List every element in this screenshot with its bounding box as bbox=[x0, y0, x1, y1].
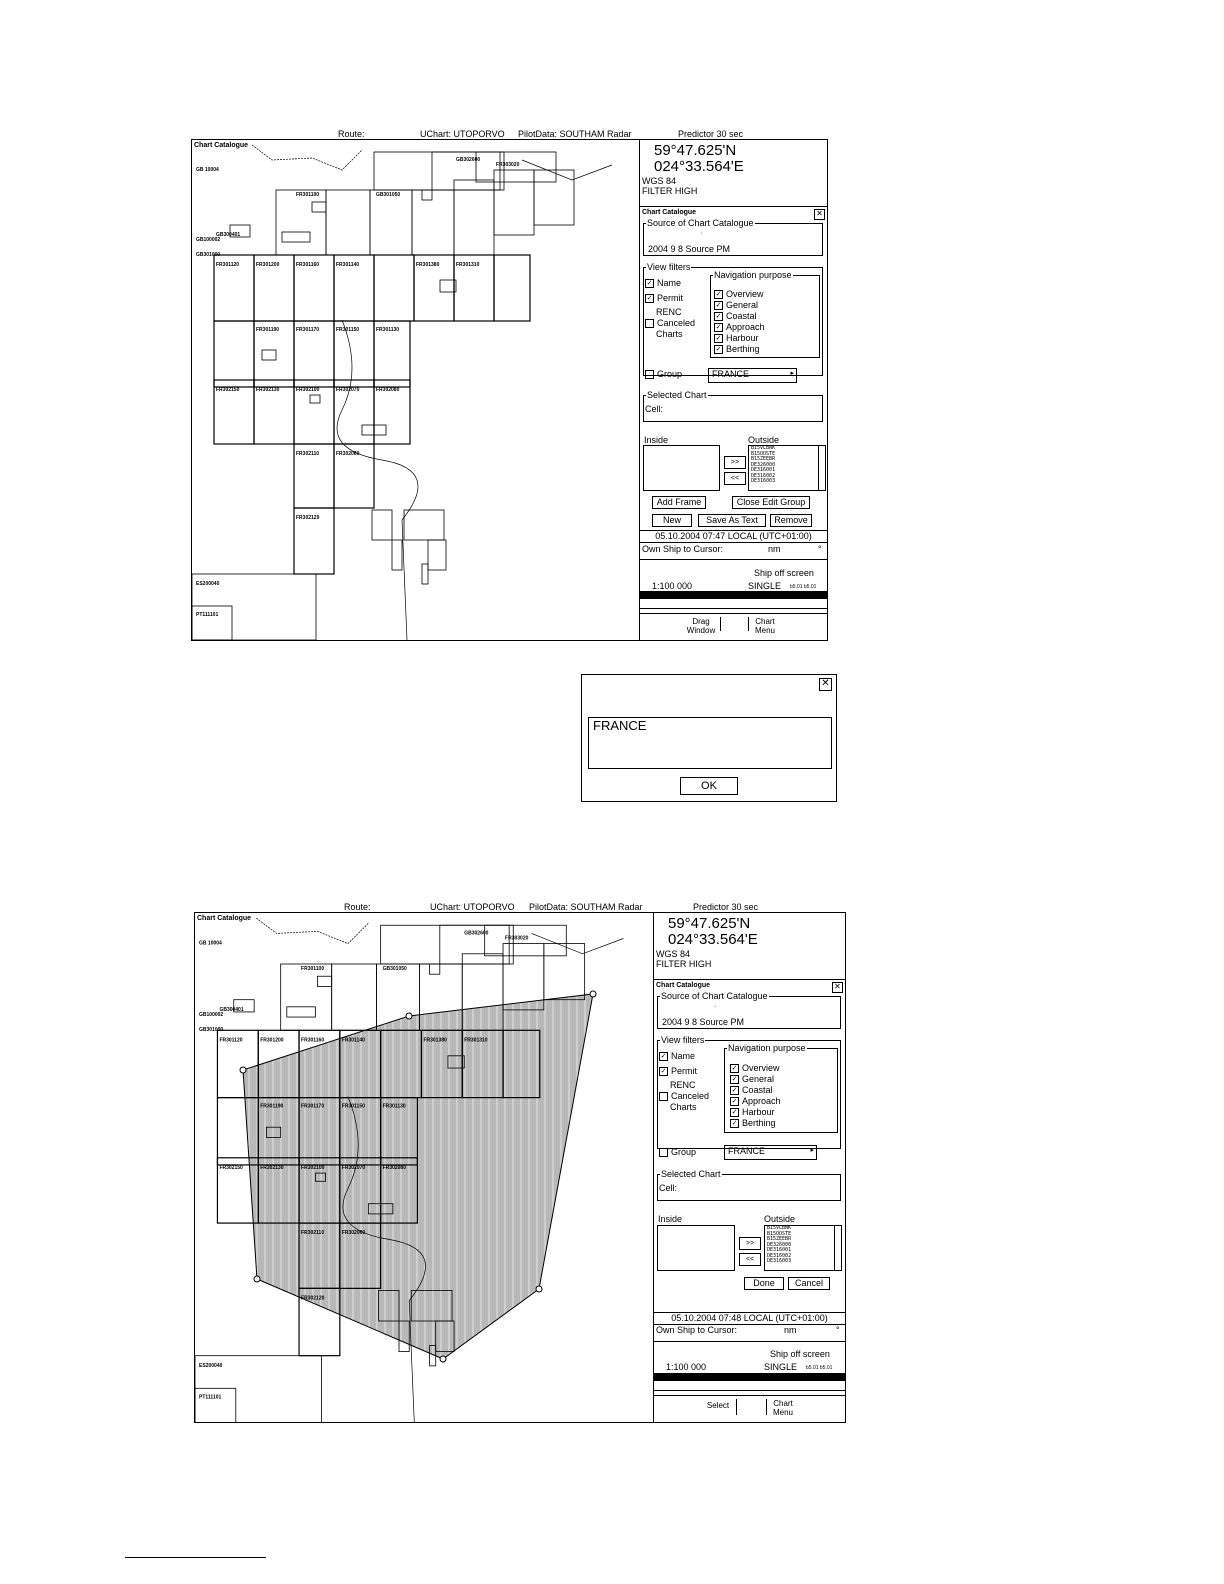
ecdis-screen-top bbox=[191, 139, 828, 641]
predictor-label: Predictor 30 sec bbox=[693, 902, 759, 912]
checkbox-checked-icon: ✓ bbox=[646, 295, 653, 303]
nav-general-checkbox[interactable]: ✓ General bbox=[731, 1074, 775, 1084]
status-bar-black bbox=[654, 1373, 845, 1381]
datetime-readout: 05.10.2004 07:48 LOCAL (UTC+01:00) bbox=[654, 1312, 845, 1325]
checkbox-checked-icon: ✓ bbox=[731, 1120, 738, 1128]
chart-cell-label: GB 10004 bbox=[199, 940, 222, 947]
display-mode: SINGLE bbox=[748, 581, 782, 591]
chart-cell-frame bbox=[195, 1388, 236, 1422]
chart-cell-frame bbox=[214, 321, 254, 387]
chart-cell-label: GB302600 bbox=[456, 157, 481, 163]
route-label: Route: bbox=[344, 902, 371, 912]
close-icon[interactable]: ✕ bbox=[832, 982, 843, 993]
datum-label: WGS 84 bbox=[642, 176, 677, 186]
checkbox-checked-icon: ✓ bbox=[731, 1076, 738, 1084]
dialog-title: Chart Catalogue bbox=[656, 982, 711, 989]
source-value: 2004 9 8 Source PM bbox=[648, 244, 731, 254]
chevron-right-icon: ▸ bbox=[810, 1147, 814, 1154]
source-legend: Source of Chart Catalogue bbox=[661, 991, 768, 1001]
chart-cell-label: FR301310 bbox=[464, 1037, 488, 1044]
chart-cell-label: GB301000 bbox=[196, 252, 221, 258]
chart-cell-label: FR301160 bbox=[301, 1037, 325, 1044]
source-value: 2004 9 8 Source PM bbox=[662, 1017, 745, 1027]
nav-approach-checkbox[interactable]: ✓ Approach bbox=[731, 1096, 781, 1106]
chart-cell-frame bbox=[454, 180, 494, 255]
view-filters-legend: View filters bbox=[661, 1035, 705, 1045]
chart-menu-softkey[interactable]: Chart Menu bbox=[754, 617, 775, 635]
chevron-right-icon: ▸ bbox=[790, 370, 794, 377]
chart-cell-label: FR302080 bbox=[376, 387, 400, 393]
add-frame-button[interactable]: Add Frame bbox=[652, 496, 706, 509]
cancel-button[interactable]: Cancel bbox=[788, 1277, 830, 1290]
divider bbox=[654, 1395, 845, 1396]
filter-permit-checkbox[interactable]: ✓ Permit bbox=[660, 1066, 698, 1076]
own-ship-label: Own Ship to Cursor: bbox=[642, 544, 724, 554]
nav-harbour-checkbox[interactable]: ✓ Harbour bbox=[731, 1107, 775, 1117]
nav-berthing-checkbox[interactable]: ✓ Berthing bbox=[731, 1118, 776, 1128]
group-checkbox[interactable]: Group bbox=[645, 369, 682, 379]
filter-charts-label: Charts bbox=[670, 1102, 697, 1112]
distance-unit: nm bbox=[784, 1325, 797, 1335]
move-left-button[interactable]: << bbox=[739, 1253, 761, 1266]
checkbox-checked-icon: ✓ bbox=[715, 346, 722, 354]
checkbox-checked-icon: ✓ bbox=[715, 313, 722, 321]
chart-map-bottom[interactable] bbox=[195, 913, 654, 1422]
chart-cell-label: FR302100 bbox=[301, 1164, 325, 1171]
done-button[interactable]: Done bbox=[744, 1277, 784, 1290]
group-name-dialog bbox=[581, 674, 837, 802]
position-readout bbox=[654, 913, 845, 980]
chart-cell-label: GB301050 bbox=[382, 966, 407, 972]
filter-canceled-checkbox[interactable]: Canceled bbox=[659, 1091, 709, 1101]
chart-cell-label: FR303020 bbox=[496, 162, 520, 168]
checkbox-checked-icon: ✓ bbox=[731, 1109, 738, 1117]
chart-cell-label: FR301100 bbox=[296, 192, 320, 198]
list-item[interactable]: DE316001 bbox=[767, 1247, 792, 1253]
chart-cell-label: FR301100 bbox=[301, 966, 325, 972]
detail-frame bbox=[312, 202, 326, 212]
chart-cell-label: FR302100 bbox=[296, 387, 320, 393]
dialog-title: Chart Catalogue bbox=[642, 209, 697, 216]
chart-cell-label: GB302600 bbox=[464, 930, 489, 937]
nav-overview-checkbox[interactable]: ✓ Overview bbox=[731, 1063, 780, 1073]
detail-frame bbox=[428, 540, 446, 570]
save-as-text-button[interactable]: Save As Text bbox=[698, 514, 766, 527]
divider bbox=[640, 559, 827, 560]
select-softkey[interactable]: Select bbox=[706, 1401, 730, 1410]
checkbox-checked-icon: ✓ bbox=[715, 291, 722, 299]
chart-cell-label: PT111101 bbox=[196, 612, 219, 618]
chart-cell-label: FR301120 bbox=[216, 262, 240, 268]
chart-cell-label: FR301190 bbox=[256, 327, 280, 333]
pilotdata-label: PilotData: SOUTHAM Radar bbox=[518, 129, 632, 139]
divider bbox=[720, 617, 721, 631]
side-panel-bottom bbox=[653, 913, 845, 1422]
nav-coastal-checkbox[interactable]: ✓ Coastal bbox=[715, 311, 757, 321]
drag-window-softkey[interactable]: Drag Window bbox=[686, 617, 716, 635]
chart-cell-label: FR302150 bbox=[219, 1164, 243, 1171]
chart-cell-label: FR302070 bbox=[336, 387, 360, 393]
group-name-input[interactable]: FRANCE bbox=[588, 717, 832, 769]
divider bbox=[640, 613, 827, 614]
detail-frame bbox=[422, 190, 432, 200]
detail-frame bbox=[310, 395, 320, 403]
list-item[interactable]: B15OOSTE bbox=[767, 1230, 792, 1237]
list-item[interactable]: DE316001 bbox=[751, 467, 776, 473]
chart-cell-label: FR301310 bbox=[456, 262, 480, 268]
ok-button[interactable]: OK bbox=[680, 777, 738, 795]
checkbox-checked-icon: ✓ bbox=[731, 1098, 738, 1106]
chart-cell-label: FR302070 bbox=[341, 1164, 366, 1171]
ship-off-screen-label: Ship off screen bbox=[770, 1349, 830, 1359]
chart-cell-frame bbox=[412, 190, 454, 255]
checkbox-unchecked-icon bbox=[659, 1148, 668, 1157]
polygon-vertex-handle[interactable] bbox=[406, 1013, 412, 1019]
chart-cell-frame bbox=[281, 964, 332, 1030]
checkbox-checked-icon: ✓ bbox=[715, 302, 722, 310]
close-edit-group-button[interactable]: Close Edit Group bbox=[732, 496, 810, 509]
list-item[interactable]: B15VLBNK bbox=[751, 445, 776, 451]
chart-cell-label: FR301170 bbox=[296, 327, 320, 333]
list-item[interactable]: DE316003 bbox=[751, 478, 776, 484]
chart-cell-label: GB 10004 bbox=[196, 167, 219, 173]
detail-frame bbox=[372, 510, 392, 540]
checkbox-unchecked-icon bbox=[645, 319, 654, 328]
divider bbox=[736, 1399, 737, 1415]
chart-menu-softkey[interactable]: Chart Menu bbox=[772, 1399, 793, 1417]
chart-cells-layer bbox=[192, 140, 639, 640]
outside-label: Outside bbox=[748, 435, 780, 445]
chart-cell-label: FR301160 bbox=[296, 262, 320, 268]
move-right-button[interactable]: >> bbox=[739, 1237, 761, 1250]
selected-chart-group bbox=[643, 390, 823, 422]
checkbox-checked-icon: ✓ bbox=[731, 1065, 738, 1073]
chart-cell-label: FR302130 bbox=[260, 1164, 284, 1171]
chart-cell-frame bbox=[381, 925, 514, 964]
chart-cell-label: FR301140 bbox=[341, 1037, 365, 1044]
filter-canceled-checkbox[interactable]: Canceled bbox=[645, 318, 695, 328]
list-item[interactable]: DE316002 bbox=[767, 1252, 792, 1259]
outside-list[interactable] bbox=[764, 1225, 842, 1271]
route-label: Route: bbox=[338, 129, 365, 139]
nav-approach-checkbox[interactable]: ✓ Approach bbox=[715, 322, 765, 332]
source-dot: · bbox=[700, 230, 703, 237]
list-item[interactable]: DE326000 bbox=[767, 1241, 792, 1248]
mini-readout: b5.01 b5.01 bbox=[806, 1365, 833, 1371]
filter-renc-label: RENC bbox=[656, 307, 682, 317]
predictor-label: Predictor 30 sec bbox=[678, 129, 744, 139]
polygon-vertex-handle[interactable] bbox=[254, 1276, 260, 1282]
chart-cell-frame bbox=[276, 190, 326, 255]
inside-label: Inside bbox=[644, 435, 669, 445]
footnote-rule bbox=[125, 1557, 266, 1558]
nav-coastal-checkbox[interactable]: ✓ Coastal bbox=[731, 1085, 773, 1095]
list-item[interactable]: DE316003 bbox=[767, 1258, 792, 1264]
ship-off-screen-label: Ship off screen bbox=[754, 568, 814, 578]
chart-cell-label: ES200040 bbox=[199, 1362, 223, 1369]
nav-berthing-checkbox[interactable]: ✓ Berthing bbox=[715, 344, 760, 354]
detail-frame bbox=[422, 564, 428, 584]
filter-name-checkbox[interactable]: ✓ Name bbox=[660, 1051, 696, 1061]
uchart-label: UChart: UTOPORVO bbox=[420, 129, 505, 139]
outside-label: Outside bbox=[764, 1214, 796, 1224]
divider bbox=[766, 1399, 767, 1415]
map-title: Chart Catalogue bbox=[197, 915, 252, 922]
chart-catalogue-dialog bbox=[654, 981, 845, 1422]
nav-legend: Navigation purpose bbox=[714, 270, 792, 280]
list-item[interactable]: B15OOSTE bbox=[751, 450, 776, 457]
detail-frame bbox=[404, 510, 444, 540]
nav-legend: Navigation purpose bbox=[728, 1043, 806, 1053]
map-title: Chart Catalogue bbox=[194, 142, 249, 149]
view-filters-legend: View filters bbox=[647, 262, 691, 272]
chart-cell-frame bbox=[374, 255, 414, 321]
chart-cell-label: FR302110 bbox=[301, 1230, 325, 1237]
coastline bbox=[252, 145, 362, 170]
chart-cell-label: GB100002 bbox=[199, 1011, 224, 1018]
chart-cell-label: FR301200 bbox=[256, 262, 280, 268]
nav-harbour-checkbox[interactable]: ✓ Harbour bbox=[715, 333, 759, 343]
chart-cell-label: GB300401 bbox=[219, 1006, 244, 1013]
chart-cell-label: FR301150 bbox=[341, 1103, 365, 1110]
inside-list[interactable] bbox=[643, 445, 720, 491]
close-icon[interactable]: ✕ bbox=[819, 678, 832, 691]
pilotdata-label: PilotData: SOUTHAM Radar bbox=[529, 902, 643, 912]
scrollbar[interactable] bbox=[818, 446, 825, 490]
chart-cell-label: FR302060 bbox=[336, 451, 360, 457]
datum-label: WGS 84 bbox=[656, 949, 691, 959]
position-readout bbox=[640, 140, 827, 207]
inside-list[interactable] bbox=[657, 1225, 735, 1271]
detail-frame bbox=[287, 1007, 316, 1017]
filter-charts-label: Charts bbox=[656, 329, 683, 339]
divider bbox=[640, 608, 827, 609]
chart-cell-label: FR302120 bbox=[296, 515, 320, 521]
chart-cell-label: FR301140 bbox=[336, 262, 360, 268]
uchart-label: UChart: UTOPORVO bbox=[430, 902, 515, 912]
latitude: 59°47.625'N bbox=[668, 915, 751, 932]
bearing-unit: ° bbox=[836, 1325, 840, 1335]
chart-catalogue-dialog bbox=[640, 208, 827, 640]
list-item[interactable]: DE316002 bbox=[751, 472, 776, 479]
checkbox-checked-icon: ✓ bbox=[715, 335, 722, 343]
move-right-button[interactable]: >> bbox=[724, 456, 746, 469]
status-bar-black bbox=[640, 591, 827, 599]
detail-frame bbox=[282, 232, 310, 242]
checkbox-checked-icon: ✓ bbox=[646, 280, 653, 288]
checkbox-checked-icon: ✓ bbox=[715, 324, 722, 332]
chart-cell-label: FR302060 bbox=[341, 1230, 366, 1237]
checkbox-checked-icon: ✓ bbox=[660, 1068, 667, 1076]
chart-cell-label: FR303020 bbox=[505, 935, 529, 942]
mini-readout: b5.01 b5.01 bbox=[790, 584, 817, 590]
chart-cell-frame bbox=[494, 255, 530, 321]
chart-cell-label: FR301200 bbox=[260, 1037, 284, 1044]
datetime-readout: 05.10.2004 07:47 LOCAL (UTC+01:00) bbox=[640, 530, 827, 543]
checkbox-unchecked-icon bbox=[645, 370, 654, 379]
chart-cell-label: GB100002 bbox=[196, 237, 221, 243]
selected-legend: Selected Chart bbox=[661, 1169, 721, 1179]
display-mode: SINGLE bbox=[764, 1362, 798, 1372]
chart-cell-label: GB301050 bbox=[376, 192, 401, 198]
chart-cell-label: FR301130 bbox=[376, 327, 400, 333]
chart-cell-label: PT111101 bbox=[199, 1394, 222, 1401]
selection-polygon bbox=[243, 994, 593, 1359]
chart-cell-label: FR301380 bbox=[416, 262, 440, 268]
chart-cell-label: FR301170 bbox=[301, 1103, 325, 1110]
list-item[interactable]: B15ZEEBR bbox=[767, 1236, 792, 1242]
chart-map-top[interactable] bbox=[192, 140, 640, 640]
chart-cell-label: FR302120 bbox=[301, 1295, 325, 1302]
move-left-button[interactable]: << bbox=[724, 472, 746, 485]
divider bbox=[654, 1390, 845, 1391]
chart-cell-label: GB301000 bbox=[199, 1027, 224, 1034]
chart-cell-label: GB300401 bbox=[216, 232, 241, 238]
list-item[interactable]: B15ZEEBR bbox=[751, 456, 776, 462]
chart-cell-frame bbox=[374, 152, 504, 190]
divider bbox=[654, 1341, 845, 1342]
remove-button[interactable]: Remove bbox=[770, 514, 812, 527]
chart-cell-label: FR301190 bbox=[260, 1103, 284, 1110]
filter-permit-checkbox[interactable]: ✓ Permit bbox=[646, 293, 684, 303]
side-panel-top bbox=[639, 140, 827, 640]
detail-frame bbox=[430, 964, 440, 974]
checkbox-checked-icon: ✓ bbox=[731, 1087, 738, 1095]
ecdis-screen-bottom bbox=[194, 912, 846, 1423]
own-ship-label: Own Ship to Cursor: bbox=[656, 1325, 738, 1335]
scrollbar[interactable] bbox=[834, 1226, 841, 1270]
checkbox-checked-icon: ✓ bbox=[660, 1053, 667, 1061]
source-dot: · bbox=[714, 1003, 717, 1010]
selected-chart-group bbox=[657, 1169, 841, 1201]
filter-renc-label: RENC bbox=[670, 1080, 696, 1090]
outside-list[interactable] bbox=[748, 445, 826, 491]
scale-readout[interactable]: 1:100 000 bbox=[652, 581, 693, 591]
filter-label: FILTER HIGH bbox=[642, 186, 698, 196]
bearing-unit: ° bbox=[818, 544, 822, 554]
detail-frame bbox=[262, 350, 276, 360]
checkbox-unchecked-icon bbox=[659, 1092, 668, 1101]
group-checkbox[interactable]: Group bbox=[659, 1147, 696, 1157]
chart-cell-label: FR301130 bbox=[382, 1103, 406, 1110]
coastline bbox=[256, 918, 368, 944]
group-select[interactable]: FRANCE ▸ bbox=[708, 368, 797, 383]
nav-general-checkbox[interactable]: ✓ General bbox=[715, 300, 759, 310]
divider bbox=[748, 617, 749, 631]
chart-cell-label: FR301380 bbox=[423, 1037, 447, 1044]
chart-cell-label: FR301120 bbox=[219, 1037, 243, 1044]
longitude: 024°33.564'E bbox=[668, 931, 758, 948]
longitude: 024°33.564'E bbox=[654, 158, 744, 175]
list-item[interactable]: B15VLBNK bbox=[767, 1225, 792, 1231]
source-legend: Source of Chart Catalogue bbox=[647, 218, 754, 228]
cell-label: Cell: bbox=[659, 1183, 678, 1193]
list-item[interactable]: DE326000 bbox=[751, 461, 776, 468]
nav-overview-checkbox[interactable]: ✓ Overview bbox=[715, 289, 764, 299]
new-button[interactable]: New bbox=[652, 514, 692, 527]
chart-cell-label: ES200040 bbox=[196, 581, 220, 587]
detail-frame bbox=[317, 976, 331, 986]
chart-cell-frame bbox=[370, 190, 412, 255]
group-select[interactable]: FRANCE ▸ bbox=[724, 1145, 817, 1160]
polygon-vertex-handle[interactable] bbox=[240, 1067, 246, 1073]
chart-cell-label: FR302110 bbox=[296, 451, 320, 457]
cell-label: Cell: bbox=[645, 404, 664, 414]
chart-cell-frame bbox=[332, 964, 377, 1030]
chart-cells-layer bbox=[195, 913, 653, 1422]
polygon-vertex-handle[interactable] bbox=[536, 1286, 542, 1292]
filter-name-checkbox[interactable]: ✓ Name bbox=[646, 278, 682, 288]
scale-readout[interactable]: 1:100 000 bbox=[666, 1362, 707, 1372]
chart-cell-label: FR301150 bbox=[336, 327, 360, 333]
polygon-vertex-handle[interactable] bbox=[440, 1356, 446, 1362]
polygon-vertex-handle[interactable] bbox=[590, 991, 596, 997]
detail-frame bbox=[392, 540, 402, 570]
filter-label: FILTER HIGH bbox=[656, 959, 712, 969]
chart-cell-frame bbox=[326, 190, 370, 255]
coastline bbox=[337, 320, 418, 640]
chart-cell-label: FR302130 bbox=[256, 387, 280, 393]
latitude: 59°47.625'N bbox=[654, 142, 737, 159]
distance-unit: nm bbox=[768, 544, 781, 554]
close-icon[interactable]: ✕ bbox=[814, 209, 825, 220]
chart-cell-label: FR302080 bbox=[382, 1164, 406, 1171]
inside-label: Inside bbox=[658, 1214, 683, 1224]
chart-cell-label: FR302150 bbox=[216, 387, 240, 393]
selected-legend: Selected Chart bbox=[647, 390, 707, 400]
